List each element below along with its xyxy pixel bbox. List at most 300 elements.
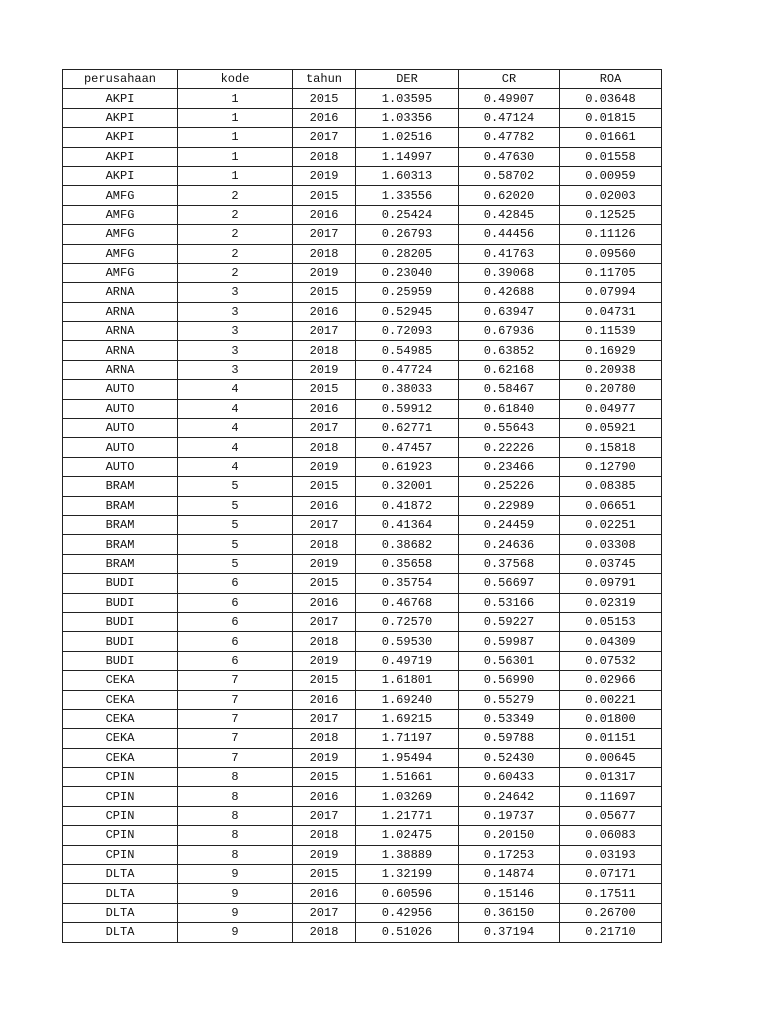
cell-cr: 0.47782	[459, 128, 560, 147]
cell-tahun: 2015	[293, 380, 356, 399]
cell-kode: 9	[178, 923, 293, 942]
cell-roa: 0.04309	[560, 632, 662, 651]
cell-kode: 2	[178, 186, 293, 205]
cell-tahun: 2018	[293, 535, 356, 554]
cell-kode: 8	[178, 787, 293, 806]
table-row	[63, 593, 662, 612]
cell-kode: 1	[178, 108, 293, 127]
cell-perusahaan: AKPI	[63, 89, 178, 108]
cell-der: 1.69215	[356, 709, 459, 728]
cell-der: 0.59912	[356, 399, 459, 418]
cell-der: 1.02475	[356, 826, 459, 845]
cell-perusahaan: CEKA	[63, 690, 178, 709]
cell-kode: 8	[178, 845, 293, 864]
cell-cr: 0.53166	[459, 593, 560, 612]
cell-kode: 3	[178, 302, 293, 321]
cell-der: 1.03595	[356, 89, 459, 108]
cell-roa: 0.03308	[560, 535, 662, 554]
cell-cr: 0.36150	[459, 903, 560, 922]
cell-der: 1.69240	[356, 690, 459, 709]
cell-perusahaan: CEKA	[63, 748, 178, 767]
cell-roa: 0.01151	[560, 729, 662, 748]
table-row	[63, 457, 662, 476]
cell-cr: 0.20150	[459, 826, 560, 845]
cell-perusahaan: BUDI	[63, 593, 178, 612]
cell-kode: 2	[178, 225, 293, 244]
cell-perusahaan: BRAM	[63, 554, 178, 573]
financial-ratio-table	[62, 69, 662, 943]
cell-der: 0.38682	[356, 535, 459, 554]
cell-perusahaan: AMFG	[63, 225, 178, 244]
cell-cr: 0.55279	[459, 690, 560, 709]
cell-der: 0.51026	[356, 923, 459, 942]
cell-roa: 0.02966	[560, 671, 662, 690]
table-row	[63, 419, 662, 438]
cell-perusahaan: ARNA	[63, 341, 178, 360]
cell-kode: 9	[178, 865, 293, 884]
cell-tahun: 2019	[293, 748, 356, 767]
cell-der: 0.46768	[356, 593, 459, 612]
cell-perusahaan: AKPI	[63, 128, 178, 147]
cell-perusahaan: DLTA	[63, 923, 178, 942]
cell-roa: 0.02003	[560, 186, 662, 205]
cell-tahun: 2019	[293, 651, 356, 670]
cell-roa: 0.11697	[560, 787, 662, 806]
cell-der: 0.32001	[356, 477, 459, 496]
cell-der: 0.25424	[356, 205, 459, 224]
cell-roa: 0.11539	[560, 322, 662, 341]
table-row	[63, 690, 662, 709]
cell-kode: 4	[178, 419, 293, 438]
cell-cr: 0.67936	[459, 322, 560, 341]
cell-perusahaan: CEKA	[63, 709, 178, 728]
cell-der: 0.47457	[356, 438, 459, 457]
table-row	[63, 166, 662, 185]
cell-kode: 4	[178, 438, 293, 457]
table-row	[63, 147, 662, 166]
cell-cr: 0.42845	[459, 205, 560, 224]
cell-der: 0.41872	[356, 496, 459, 515]
cell-cr: 0.60433	[459, 768, 560, 787]
table-header-row	[63, 70, 662, 89]
cell-der: 1.61801	[356, 671, 459, 690]
cell-tahun: 2018	[293, 632, 356, 651]
cell-perusahaan: ARNA	[63, 302, 178, 321]
cell-cr: 0.58702	[459, 166, 560, 185]
cell-tahun: 2017	[293, 612, 356, 631]
cell-tahun: 2018	[293, 438, 356, 457]
cell-cr: 0.59788	[459, 729, 560, 748]
cell-der: 0.62771	[356, 419, 459, 438]
cell-tahun: 2016	[293, 787, 356, 806]
cell-perusahaan: DLTA	[63, 884, 178, 903]
cell-der: 0.60596	[356, 884, 459, 903]
cell-der: 0.41364	[356, 515, 459, 534]
cell-cr: 0.22989	[459, 496, 560, 515]
cell-roa: 0.07532	[560, 651, 662, 670]
cell-roa: 0.17511	[560, 884, 662, 903]
cell-roa: 0.03745	[560, 554, 662, 573]
cell-kode: 4	[178, 399, 293, 418]
cell-tahun: 2019	[293, 166, 356, 185]
cell-perusahaan: AKPI	[63, 108, 178, 127]
cell-cr: 0.24459	[459, 515, 560, 534]
cell-tahun: 2015	[293, 865, 356, 884]
table-row	[63, 903, 662, 922]
cell-perusahaan: AUTO	[63, 419, 178, 438]
table-row	[63, 89, 662, 108]
cell-cr: 0.63852	[459, 341, 560, 360]
cell-der: 1.03269	[356, 787, 459, 806]
cell-tahun: 2015	[293, 186, 356, 205]
cell-cr: 0.55643	[459, 419, 560, 438]
table-row	[63, 186, 662, 205]
cell-perusahaan: CEKA	[63, 671, 178, 690]
cell-der: 1.14997	[356, 147, 459, 166]
cell-tahun: 2019	[293, 360, 356, 379]
cell-cr: 0.24642	[459, 787, 560, 806]
cell-perusahaan: CPIN	[63, 806, 178, 825]
cell-tahun: 2016	[293, 690, 356, 709]
cell-perusahaan: BUDI	[63, 574, 178, 593]
cell-perusahaan: CPIN	[63, 787, 178, 806]
cell-der: 0.72570	[356, 612, 459, 631]
cell-kode: 5	[178, 496, 293, 515]
cell-perusahaan: ARNA	[63, 322, 178, 341]
cell-roa: 0.09791	[560, 574, 662, 593]
table-row	[63, 845, 662, 864]
table-row	[63, 263, 662, 282]
cell-perusahaan: BUDI	[63, 651, 178, 670]
cell-der: 1.02516	[356, 128, 459, 147]
table-body	[63, 89, 662, 942]
cell-perusahaan: AUTO	[63, 457, 178, 476]
cell-cr: 0.59227	[459, 612, 560, 631]
cell-cr: 0.25226	[459, 477, 560, 496]
cell-kode: 7	[178, 709, 293, 728]
cell-perusahaan: BRAM	[63, 535, 178, 554]
cell-cr: 0.44456	[459, 225, 560, 244]
table-row	[63, 806, 662, 825]
table-row	[63, 923, 662, 942]
table-row	[63, 748, 662, 767]
header-tahun: tahun	[293, 70, 356, 89]
cell-cr: 0.19737	[459, 806, 560, 825]
table-row	[63, 651, 662, 670]
table-row	[63, 787, 662, 806]
cell-der: 1.32199	[356, 865, 459, 884]
cell-der: 0.35754	[356, 574, 459, 593]
cell-kode: 3	[178, 322, 293, 341]
cell-perusahaan: ARNA	[63, 360, 178, 379]
cell-tahun: 2017	[293, 322, 356, 341]
cell-tahun: 2016	[293, 593, 356, 612]
cell-roa: 0.01661	[560, 128, 662, 147]
cell-der: 0.25959	[356, 283, 459, 302]
cell-cr: 0.47124	[459, 108, 560, 127]
cell-perusahaan: AMFG	[63, 263, 178, 282]
cell-perusahaan: AUTO	[63, 380, 178, 399]
table-row	[63, 244, 662, 263]
table-row	[63, 865, 662, 884]
table-row	[63, 826, 662, 845]
cell-tahun: 2016	[293, 108, 356, 127]
cell-kode: 7	[178, 671, 293, 690]
cell-perusahaan: AMFG	[63, 244, 178, 263]
table-row	[63, 322, 662, 341]
table-row	[63, 574, 662, 593]
cell-kode: 6	[178, 651, 293, 670]
cell-tahun: 2015	[293, 671, 356, 690]
cell-roa: 0.01815	[560, 108, 662, 127]
cell-roa: 0.07171	[560, 865, 662, 884]
cell-cr: 0.37194	[459, 923, 560, 942]
cell-kode: 4	[178, 457, 293, 476]
cell-roa: 0.04731	[560, 302, 662, 321]
cell-der: 1.33556	[356, 186, 459, 205]
cell-tahun: 2017	[293, 515, 356, 534]
cell-roa: 0.21710	[560, 923, 662, 942]
cell-kode: 8	[178, 768, 293, 787]
cell-kode: 9	[178, 884, 293, 903]
header-perusahaan: perusahaan	[63, 70, 178, 89]
table-row	[63, 283, 662, 302]
header-cr: CR	[459, 70, 560, 89]
cell-der: 1.38889	[356, 845, 459, 864]
header-roa: ROA	[560, 70, 662, 89]
cell-der: 0.47724	[356, 360, 459, 379]
cell-tahun: 2015	[293, 477, 356, 496]
cell-cr: 0.56697	[459, 574, 560, 593]
cell-tahun: 2015	[293, 89, 356, 108]
cell-der: 0.61923	[356, 457, 459, 476]
cell-cr: 0.17253	[459, 845, 560, 864]
cell-roa: 0.00959	[560, 166, 662, 185]
cell-der: 1.03356	[356, 108, 459, 127]
cell-kode: 5	[178, 535, 293, 554]
cell-cr: 0.39068	[459, 263, 560, 282]
cell-perusahaan: AUTO	[63, 438, 178, 457]
table-row	[63, 496, 662, 515]
cell-perusahaan: ARNA	[63, 283, 178, 302]
cell-kode: 9	[178, 903, 293, 922]
cell-kode: 6	[178, 632, 293, 651]
cell-perusahaan: AKPI	[63, 147, 178, 166]
cell-der: 1.60313	[356, 166, 459, 185]
cell-kode: 3	[178, 341, 293, 360]
cell-roa: 0.03193	[560, 845, 662, 864]
table-row	[63, 341, 662, 360]
cell-roa: 0.07994	[560, 283, 662, 302]
cell-der: 0.38033	[356, 380, 459, 399]
cell-roa: 0.11705	[560, 263, 662, 282]
cell-kode: 5	[178, 477, 293, 496]
table-row	[63, 399, 662, 418]
cell-cr: 0.14874	[459, 865, 560, 884]
table-row	[63, 884, 662, 903]
table-row	[63, 438, 662, 457]
table-row	[63, 128, 662, 147]
cell-perusahaan: AMFG	[63, 186, 178, 205]
cell-tahun: 2015	[293, 768, 356, 787]
cell-roa: 0.09560	[560, 244, 662, 263]
table-row	[63, 302, 662, 321]
cell-cr: 0.41763	[459, 244, 560, 263]
cell-tahun: 2015	[293, 574, 356, 593]
cell-perusahaan: CPIN	[63, 768, 178, 787]
cell-roa: 0.05677	[560, 806, 662, 825]
cell-roa: 0.06083	[560, 826, 662, 845]
cell-tahun: 2018	[293, 147, 356, 166]
table-row	[63, 729, 662, 748]
cell-tahun: 2017	[293, 709, 356, 728]
cell-der: 0.28205	[356, 244, 459, 263]
cell-der: 0.35658	[356, 554, 459, 573]
cell-cr: 0.23466	[459, 457, 560, 476]
cell-der: 1.95494	[356, 748, 459, 767]
cell-cr: 0.61840	[459, 399, 560, 418]
cell-cr: 0.42688	[459, 283, 560, 302]
cell-tahun: 2019	[293, 845, 356, 864]
cell-perusahaan: BUDI	[63, 612, 178, 631]
cell-roa: 0.20780	[560, 380, 662, 399]
cell-kode: 2	[178, 263, 293, 282]
cell-tahun: 2016	[293, 399, 356, 418]
cell-cr: 0.47630	[459, 147, 560, 166]
cell-roa: 0.08385	[560, 477, 662, 496]
cell-kode: 2	[178, 244, 293, 263]
cell-kode: 5	[178, 515, 293, 534]
cell-tahun: 2015	[293, 283, 356, 302]
cell-tahun: 2018	[293, 923, 356, 942]
cell-perusahaan: AUTO	[63, 399, 178, 418]
cell-perusahaan: CPIN	[63, 845, 178, 864]
table-row	[63, 535, 662, 554]
cell-cr: 0.58467	[459, 380, 560, 399]
cell-perusahaan: BRAM	[63, 477, 178, 496]
header-der: DER	[356, 70, 459, 89]
cell-kode: 1	[178, 128, 293, 147]
cell-der: 0.52945	[356, 302, 459, 321]
cell-tahun: 2018	[293, 341, 356, 360]
cell-kode: 7	[178, 748, 293, 767]
cell-kode: 1	[178, 166, 293, 185]
cell-kode: 6	[178, 574, 293, 593]
cell-kode: 7	[178, 729, 293, 748]
cell-tahun: 2017	[293, 419, 356, 438]
table-row	[63, 612, 662, 631]
cell-kode: 6	[178, 612, 293, 631]
cell-roa: 0.05921	[560, 419, 662, 438]
cell-kode: 2	[178, 205, 293, 224]
cell-cr: 0.59987	[459, 632, 560, 651]
cell-perusahaan: AKPI	[63, 166, 178, 185]
cell-roa: 0.26700	[560, 903, 662, 922]
cell-cr: 0.63947	[459, 302, 560, 321]
cell-cr: 0.62020	[459, 186, 560, 205]
cell-cr: 0.62168	[459, 360, 560, 379]
table-row	[63, 205, 662, 224]
cell-cr: 0.15146	[459, 884, 560, 903]
cell-tahun: 2018	[293, 826, 356, 845]
cell-roa: 0.00645	[560, 748, 662, 767]
cell-tahun: 2019	[293, 263, 356, 282]
cell-roa: 0.04977	[560, 399, 662, 418]
cell-tahun: 2019	[293, 457, 356, 476]
cell-der: 1.51661	[356, 768, 459, 787]
cell-der: 0.23040	[356, 263, 459, 282]
cell-der: 0.72093	[356, 322, 459, 341]
cell-roa: 0.00221	[560, 690, 662, 709]
table-row	[63, 360, 662, 379]
cell-roa: 0.15818	[560, 438, 662, 457]
cell-tahun: 2018	[293, 729, 356, 748]
cell-perusahaan: CEKA	[63, 729, 178, 748]
cell-cr: 0.56990	[459, 671, 560, 690]
table-row	[63, 380, 662, 399]
table-row	[63, 515, 662, 534]
cell-tahun: 2016	[293, 496, 356, 515]
cell-tahun: 2017	[293, 903, 356, 922]
cell-kode: 5	[178, 554, 293, 573]
cell-tahun: 2016	[293, 884, 356, 903]
table-row	[63, 632, 662, 651]
cell-kode: 6	[178, 593, 293, 612]
cell-roa: 0.02319	[560, 593, 662, 612]
cell-kode: 7	[178, 690, 293, 709]
cell-cr: 0.24636	[459, 535, 560, 554]
cell-cr: 0.53349	[459, 709, 560, 728]
cell-perusahaan: BRAM	[63, 515, 178, 534]
cell-roa: 0.11126	[560, 225, 662, 244]
cell-roa: 0.12525	[560, 205, 662, 224]
table-row	[63, 671, 662, 690]
cell-kode: 8	[178, 806, 293, 825]
cell-roa: 0.03648	[560, 89, 662, 108]
cell-perusahaan: DLTA	[63, 865, 178, 884]
cell-kode: 3	[178, 360, 293, 379]
cell-kode: 1	[178, 89, 293, 108]
cell-cr: 0.37568	[459, 554, 560, 573]
cell-der: 0.59530	[356, 632, 459, 651]
document-page	[62, 69, 662, 943]
cell-tahun: 2017	[293, 806, 356, 825]
cell-perusahaan: AMFG	[63, 205, 178, 224]
table-row	[63, 768, 662, 787]
table-row	[63, 477, 662, 496]
cell-kode: 1	[178, 147, 293, 166]
cell-roa: 0.20938	[560, 360, 662, 379]
cell-der: 0.54985	[356, 341, 459, 360]
cell-cr: 0.22226	[459, 438, 560, 457]
table-row	[63, 225, 662, 244]
cell-tahun: 2018	[293, 244, 356, 263]
table-row	[63, 709, 662, 728]
cell-roa: 0.16929	[560, 341, 662, 360]
table-row	[63, 554, 662, 573]
cell-der: 0.42956	[356, 903, 459, 922]
cell-tahun: 2017	[293, 225, 356, 244]
cell-der: 1.71197	[356, 729, 459, 748]
table-row	[63, 108, 662, 127]
cell-roa: 0.02251	[560, 515, 662, 534]
cell-tahun: 2017	[293, 128, 356, 147]
cell-kode: 8	[178, 826, 293, 845]
cell-perusahaan: BUDI	[63, 632, 178, 651]
header-kode: kode	[178, 70, 293, 89]
cell-roa: 0.01558	[560, 147, 662, 166]
cell-tahun: 2016	[293, 302, 356, 321]
